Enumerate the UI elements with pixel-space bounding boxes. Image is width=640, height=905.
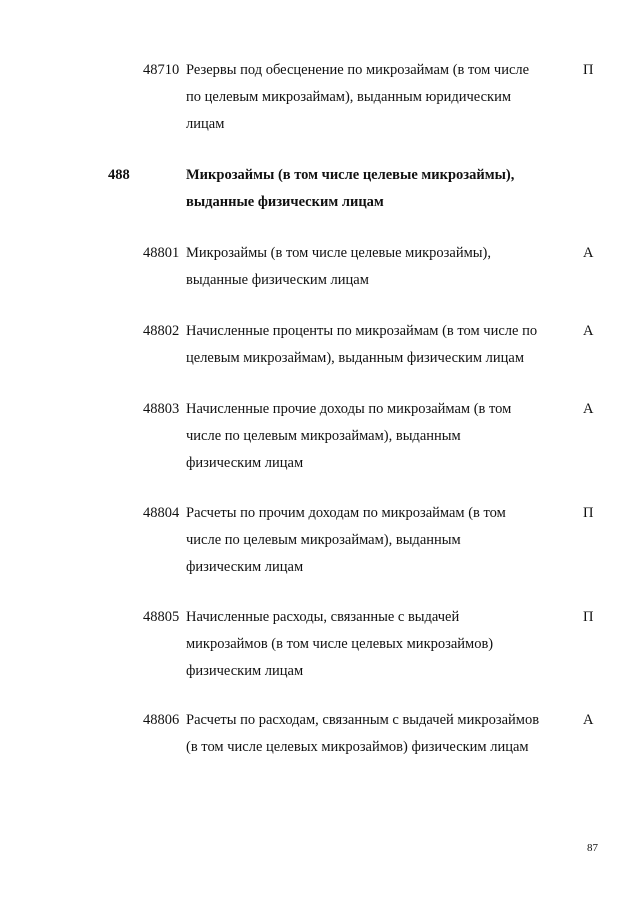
account-description: [186, 318, 576, 372]
account-type-mark: А: [583, 245, 594, 261]
description-line: лицам: [186, 116, 225, 132]
account-type-mark: А: [583, 712, 594, 728]
account-type-mark: П: [583, 609, 594, 625]
account-code: 48802: [143, 323, 180, 339]
description-line: микрозаймов (в том числе целевых микрозаймов): [186, 636, 494, 652]
description-line: (в том числе целевых микрозаймов) физическим лицам: [186, 739, 529, 755]
section-title-line: Микрозаймы (в том числе целевые микрозаймы),: [186, 167, 515, 183]
description-line: Резервы под обесценение по микрозаймам (в том числе: [186, 62, 530, 78]
account-description: [186, 500, 576, 581]
account-code: 48801: [143, 245, 180, 261]
description-line: выданные физическим лицам: [186, 272, 369, 288]
description-line: Начисленные проценты по микрозаймам (в том числе по: [186, 323, 538, 339]
account-code: 48710: [143, 62, 180, 78]
account-description: [186, 396, 576, 477]
description-line: по целевым микрозаймам), выданным юридическим: [186, 89, 512, 105]
account-code: 48805: [143, 609, 180, 625]
account-description: [186, 57, 576, 138]
account-type-mark: А: [583, 401, 594, 417]
description-line: Начисленные расходы, связанные с выдачей: [186, 609, 460, 625]
section-title-line: выданные физическим лицам: [186, 194, 384, 210]
description-line: Расчеты по расходам, связанным с выдачей микрозаймов: [186, 712, 540, 728]
description-line: физическим лицам: [186, 455, 304, 471]
account-type-mark: А: [583, 323, 594, 339]
account-code: 48806: [143, 712, 180, 728]
description-line: числе по целевым микрозаймам), выданным: [186, 428, 461, 444]
page-number: 87: [587, 842, 598, 854]
description-line: физическим лицам: [186, 663, 304, 679]
description-line: физическим лицам: [186, 559, 304, 575]
account-description: [186, 240, 576, 294]
section-title: [186, 162, 576, 216]
account-type-mark: П: [583, 505, 594, 521]
account-type-mark: П: [583, 62, 594, 78]
description-line: Микрозаймы (в том числе целевые микрозаймы),: [186, 245, 491, 261]
description-line: числе по целевым микрозаймам), выданным: [186, 532, 461, 548]
description-line: Начисленные прочие доходы по микрозаймам (в том: [186, 401, 512, 417]
description-line: Расчеты по прочим доходам по микрозаймам (в том: [186, 505, 506, 521]
description-line: целевым микрозаймам), выданным физическим лицам: [186, 350, 525, 366]
account-description: [186, 604, 576, 685]
account-code: 48803: [143, 401, 180, 417]
account-code: 48804: [143, 505, 180, 521]
account-description: [186, 707, 576, 761]
section-code: 488: [108, 167, 130, 183]
